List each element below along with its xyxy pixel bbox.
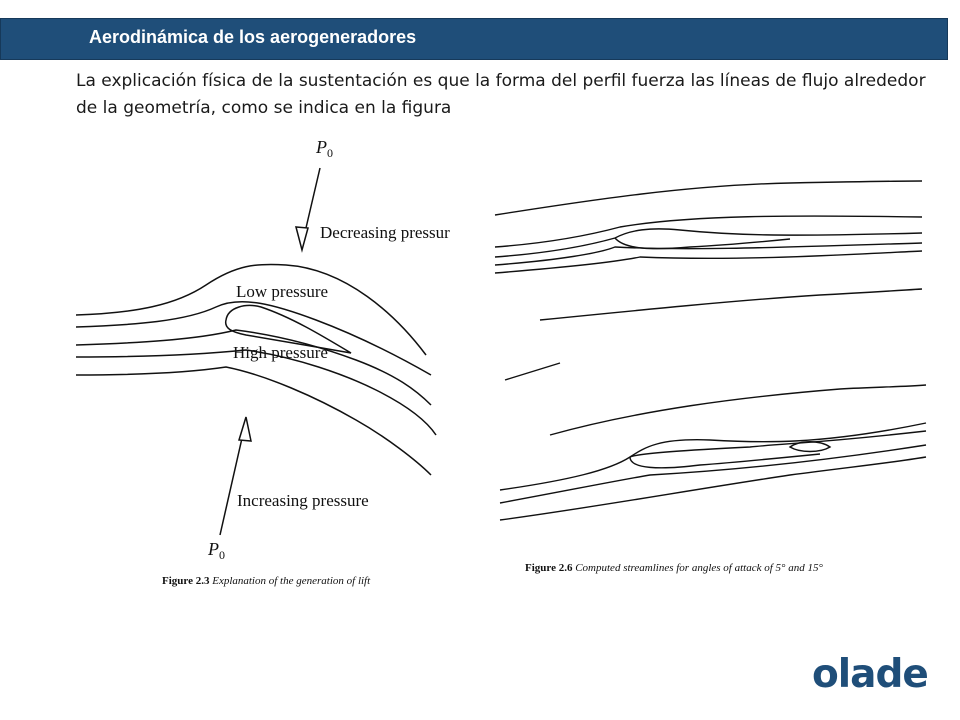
figure-2-3-caption [162,575,370,587]
streamline-2 [76,302,431,375]
upper-streamline-2 [495,216,922,247]
streamlines-diagram [490,175,930,535]
upper-streamline-1 [495,181,922,215]
lower-streamline-2 [500,423,926,490]
increasing-pressure-label: Increasing pressure [237,491,369,510]
streamline-4 [76,350,436,435]
upper-streamline-3 [495,229,922,257]
upper-streamline-6 [540,289,922,320]
streamline-5 [76,367,431,475]
caption-text-2-6: Computed streamlines for angles of attack of 5° and 15° [575,562,823,574]
p0-top-subscript: 0 [327,146,333,160]
decreasing-pressure-label: Decreasing pressur [320,223,450,242]
arrow-bottom-head [239,417,251,441]
lower-airfoil-lower [630,454,820,468]
lower-streamline-3 [630,431,926,457]
title-bar [0,18,948,60]
low-pressure-label: Low pressure [236,282,329,301]
figure-2-6-caption [525,562,823,574]
figure-computed-streamlines [490,175,930,535]
lower-streamline-5 [500,457,926,520]
lower-streamline-1 [550,385,926,435]
caption-number-2-3: Figure 2.3 [162,575,210,587]
p0-bottom-label: P [208,539,219,559]
slide-title: Aerodinámica de los aerogeneradores [89,27,417,47]
lift-diagram [76,135,486,565]
gap-streamline [505,363,560,380]
streamline-3 [76,330,431,405]
arrow-top-head [296,227,308,250]
olade-logo: olade [812,652,928,697]
high-pressure-label: High pressure [233,343,328,362]
separation-bubble [790,442,830,452]
p0-top-label: P [316,137,327,157]
caption-number-2-6: Figure 2.6 [525,562,573,574]
p0-bottom-subscript: 0 [219,548,225,562]
arrow-bottom-line [220,425,245,535]
upper-streamline-5 [495,251,922,273]
lower-streamline-4 [500,445,926,503]
streamline-1 [76,264,426,355]
caption-text-2-3: Explanation of the generation of lift [212,575,371,587]
body-paragraph: La explicación física de la sustentación es que la forma del perfil fuerza las líneas de flujo alrededor de la geometría, como se indica en la figura [76,71,926,118]
figure-lift-explanation [76,135,486,565]
